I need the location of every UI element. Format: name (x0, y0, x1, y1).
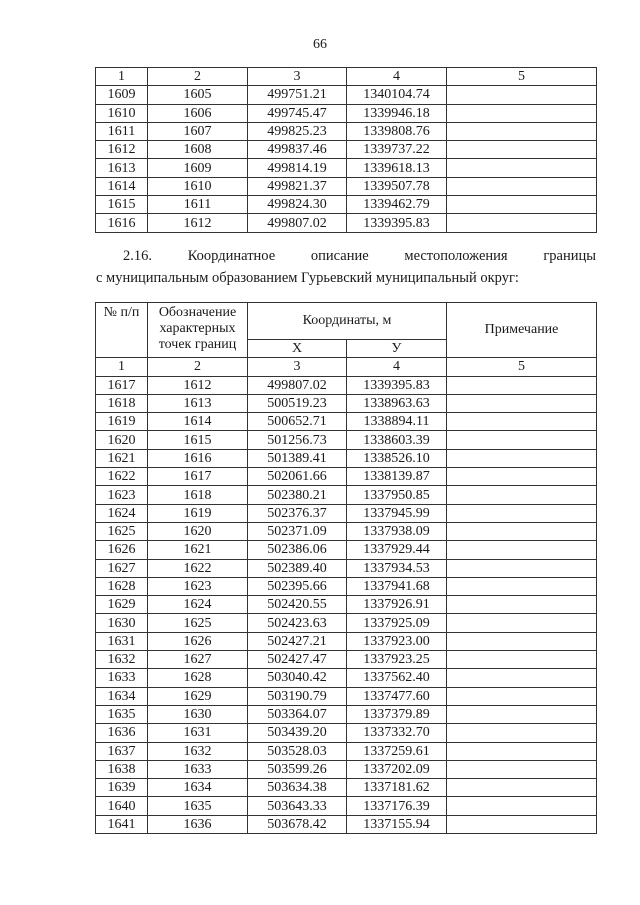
row-number: 1616 (96, 214, 148, 232)
point-id: 1616 (148, 449, 248, 467)
note (447, 394, 597, 412)
note (447, 577, 597, 595)
table-row (96, 141, 597, 159)
header-number: № п/п (96, 303, 148, 358)
table-row (96, 522, 597, 540)
note (447, 651, 597, 669)
coord-x: 502061.66 (248, 468, 347, 486)
table-row (96, 86, 597, 104)
column-number: 2 (148, 68, 248, 86)
coord-y: 1339462.79 (347, 196, 447, 214)
row-number: 1637 (96, 742, 148, 760)
table-row (96, 468, 597, 486)
coord-y: 1339808.76 (347, 122, 447, 140)
column-number: 4 (347, 68, 447, 86)
row-number: 1627 (96, 559, 148, 577)
point-id: 1613 (148, 394, 248, 412)
point-id: 1630 (148, 705, 248, 723)
column-number: 3 (248, 68, 347, 86)
row-number: 1639 (96, 779, 148, 797)
header-x: X (248, 340, 347, 358)
point-id: 1633 (148, 760, 248, 778)
coord-y: 1337950.85 (347, 486, 447, 504)
table-row (96, 376, 597, 394)
column-number: 2 (148, 358, 248, 376)
section-heading-line1: 2.16. Координатное описание местоположения границы (123, 248, 596, 264)
coord-y: 1338894.11 (347, 413, 447, 431)
note (447, 468, 597, 486)
note (447, 159, 597, 177)
table-row (96, 632, 597, 650)
row-number: 1615 (96, 196, 148, 214)
column-number: 5 (447, 358, 597, 376)
coord-x: 501389.41 (248, 449, 347, 467)
coord-x: 499745.47 (248, 104, 347, 122)
table-row (96, 669, 597, 687)
coord-x: 503643.33 (248, 797, 347, 815)
row-number: 1618 (96, 394, 148, 412)
table-row (96, 394, 597, 412)
row-number: 1635 (96, 705, 148, 723)
coord-y: 1339395.83 (347, 376, 447, 394)
row-number: 1619 (96, 413, 148, 431)
coord-y: 1337259.61 (347, 742, 447, 760)
header-y: У (347, 340, 447, 358)
point-id: 1627 (148, 651, 248, 669)
header-coordinates: Координаты, м (248, 303, 447, 340)
point-id: 1612 (148, 376, 248, 394)
note (447, 614, 597, 632)
table-row (96, 596, 597, 614)
table-row (96, 104, 597, 122)
point-id: 1607 (148, 122, 248, 140)
coord-y: 1337176.39 (347, 797, 447, 815)
point-id: 1620 (148, 522, 248, 540)
row-number: 1621 (96, 449, 148, 467)
note (447, 449, 597, 467)
coord-y: 1339507.78 (347, 177, 447, 195)
note (447, 779, 597, 797)
table-row (96, 486, 597, 504)
point-id: 1632 (148, 742, 248, 760)
table-row (96, 541, 597, 559)
table-row (96, 413, 597, 431)
coord-x: 503040.42 (248, 669, 347, 687)
coord-x: 503439.20 (248, 724, 347, 742)
table-row (96, 122, 597, 140)
coord-y: 1339618.13 (347, 159, 447, 177)
row-number: 1631 (96, 632, 148, 650)
header-points: Обозначение характерных точек границ (148, 303, 248, 358)
table-row (96, 159, 597, 177)
note (447, 196, 597, 214)
coord-y: 1337379.89 (347, 705, 447, 723)
coord-x: 500652.71 (248, 413, 347, 431)
table-row (96, 724, 597, 742)
coord-x: 502386.06 (248, 541, 347, 559)
point-id: 1634 (148, 779, 248, 797)
row-number: 1624 (96, 504, 148, 522)
row-number: 1633 (96, 669, 148, 687)
coord-x: 501256.73 (248, 431, 347, 449)
coord-y: 1337155.94 (347, 815, 447, 833)
row-number: 1630 (96, 614, 148, 632)
column-number-row (96, 358, 597, 376)
coord-y: 1338603.39 (347, 431, 447, 449)
note (447, 815, 597, 833)
note (447, 413, 597, 431)
coord-y: 1338526.10 (347, 449, 447, 467)
row-number: 1610 (96, 104, 148, 122)
point-id: 1619 (148, 504, 248, 522)
coord-x: 503678.42 (248, 815, 347, 833)
row-number: 1629 (96, 596, 148, 614)
page-number: 66 (313, 37, 327, 52)
coord-y: 1338139.87 (347, 468, 447, 486)
coord-x: 500519.23 (248, 394, 347, 412)
header-note: Примечание (447, 303, 597, 358)
coord-y: 1337202.09 (347, 760, 447, 778)
coord-x: 499837.46 (248, 141, 347, 159)
note (447, 431, 597, 449)
coord-x: 502380.21 (248, 486, 347, 504)
column-number: 5 (447, 68, 597, 86)
table-row (96, 614, 597, 632)
coord-x: 503528.03 (248, 742, 347, 760)
table-row (96, 214, 597, 232)
row-number: 1634 (96, 687, 148, 705)
table-row (96, 577, 597, 595)
coord-x: 503190.79 (248, 687, 347, 705)
note (447, 522, 597, 540)
point-id: 1610 (148, 177, 248, 195)
coord-y: 1338963.63 (347, 394, 447, 412)
coord-x: 502423.63 (248, 614, 347, 632)
row-number: 1620 (96, 431, 148, 449)
coord-y: 1337332.70 (347, 724, 447, 742)
table-row (96, 559, 597, 577)
coord-x: 503599.26 (248, 760, 347, 778)
coord-x: 499824.30 (248, 196, 347, 214)
table-row (96, 504, 597, 522)
coord-x: 503364.07 (248, 705, 347, 723)
table-row (96, 705, 597, 723)
point-id: 1621 (148, 541, 248, 559)
coord-x: 502427.21 (248, 632, 347, 650)
point-id: 1631 (148, 724, 248, 742)
row-number: 1612 (96, 141, 148, 159)
point-id: 1628 (148, 669, 248, 687)
row-number: 1638 (96, 760, 148, 778)
note (447, 486, 597, 504)
note (447, 86, 597, 104)
table-row (96, 449, 597, 467)
note (447, 104, 597, 122)
header-row (96, 303, 597, 340)
column-number: 3 (248, 358, 347, 376)
coord-x: 502420.55 (248, 596, 347, 614)
note (447, 177, 597, 195)
column-number-row (96, 68, 597, 86)
point-id: 1608 (148, 141, 248, 159)
point-id: 1609 (148, 159, 248, 177)
point-id: 1618 (148, 486, 248, 504)
point-id: 1625 (148, 614, 248, 632)
row-number: 1617 (96, 376, 148, 394)
coord-y: 1337929.44 (347, 541, 447, 559)
point-id: 1611 (148, 196, 248, 214)
column-number: 4 (347, 358, 447, 376)
coord-y: 1337941.68 (347, 577, 447, 595)
note (447, 596, 597, 614)
note (447, 504, 597, 522)
table-row (96, 815, 597, 833)
point-id: 1605 (148, 86, 248, 104)
row-number: 1628 (96, 577, 148, 595)
note (447, 687, 597, 705)
point-id: 1626 (148, 632, 248, 650)
coord-y: 1337562.40 (347, 669, 447, 687)
table-row (96, 196, 597, 214)
note (447, 705, 597, 723)
point-id: 1614 (148, 413, 248, 431)
row-number: 1613 (96, 159, 148, 177)
table-row (96, 779, 597, 797)
row-number: 1632 (96, 651, 148, 669)
coord-x: 502395.66 (248, 577, 347, 595)
coord-y: 1337938.09 (347, 522, 447, 540)
coord-y: 1337925.09 (347, 614, 447, 632)
point-id: 1629 (148, 687, 248, 705)
table-row (96, 742, 597, 760)
note (447, 122, 597, 140)
row-number: 1636 (96, 724, 148, 742)
coord-x: 502389.40 (248, 559, 347, 577)
table-row (96, 177, 597, 195)
note (447, 797, 597, 815)
coord-y: 1337477.60 (347, 687, 447, 705)
row-number: 1611 (96, 122, 148, 140)
table-row (96, 687, 597, 705)
coord-x: 499814.19 (248, 159, 347, 177)
note (447, 742, 597, 760)
note (447, 376, 597, 394)
coord-x: 499751.21 (248, 86, 347, 104)
point-id: 1636 (148, 815, 248, 833)
coord-y: 1337945.99 (347, 504, 447, 522)
coord-x: 502427.47 (248, 651, 347, 669)
column-number: 1 (96, 358, 148, 376)
row-number: 1640 (96, 797, 148, 815)
point-id: 1622 (148, 559, 248, 577)
coord-y: 1337923.00 (347, 632, 447, 650)
column-number: 1 (96, 68, 148, 86)
coord-x: 503634.38 (248, 779, 347, 797)
point-id: 1615 (148, 431, 248, 449)
coord-x: 499807.02 (248, 214, 347, 232)
row-number: 1609 (96, 86, 148, 104)
note (447, 669, 597, 687)
coord-y: 1340104.74 (347, 86, 447, 104)
coord-x: 502376.37 (248, 504, 347, 522)
coord-y: 1337926.91 (347, 596, 447, 614)
table-row (96, 651, 597, 669)
coord-x: 499821.37 (248, 177, 347, 195)
row-number: 1625 (96, 522, 148, 540)
point-id: 1623 (148, 577, 248, 595)
note (447, 724, 597, 742)
table-row (96, 797, 597, 815)
coord-x: 502371.09 (248, 522, 347, 540)
row-number: 1626 (96, 541, 148, 559)
section-heading-line2: с муниципальным образованием Гурьевский муниципальный округ: (96, 270, 519, 286)
coord-x: 499807.02 (248, 376, 347, 394)
coord-x: 499825.23 (248, 122, 347, 140)
point-id: 1606 (148, 104, 248, 122)
note (447, 632, 597, 650)
coordinates-table (95, 302, 597, 834)
coord-y: 1339946.18 (347, 104, 447, 122)
coord-y: 1337181.62 (347, 779, 447, 797)
row-number: 1623 (96, 486, 148, 504)
row-number: 1614 (96, 177, 148, 195)
note (447, 141, 597, 159)
point-id: 1624 (148, 596, 248, 614)
coord-y: 1337934.53 (347, 559, 447, 577)
point-id: 1617 (148, 468, 248, 486)
table-row (96, 431, 597, 449)
coord-y: 1337923.25 (347, 651, 447, 669)
row-number: 1622 (96, 468, 148, 486)
row-number: 1641 (96, 815, 148, 833)
coordinates-table-continued (95, 67, 597, 233)
note (447, 541, 597, 559)
point-id: 1635 (148, 797, 248, 815)
note (447, 760, 597, 778)
coord-y: 1339737.22 (347, 141, 447, 159)
point-id: 1612 (148, 214, 248, 232)
table-row (96, 760, 597, 778)
coord-y: 1339395.83 (347, 214, 447, 232)
note (447, 214, 597, 232)
note (447, 559, 597, 577)
